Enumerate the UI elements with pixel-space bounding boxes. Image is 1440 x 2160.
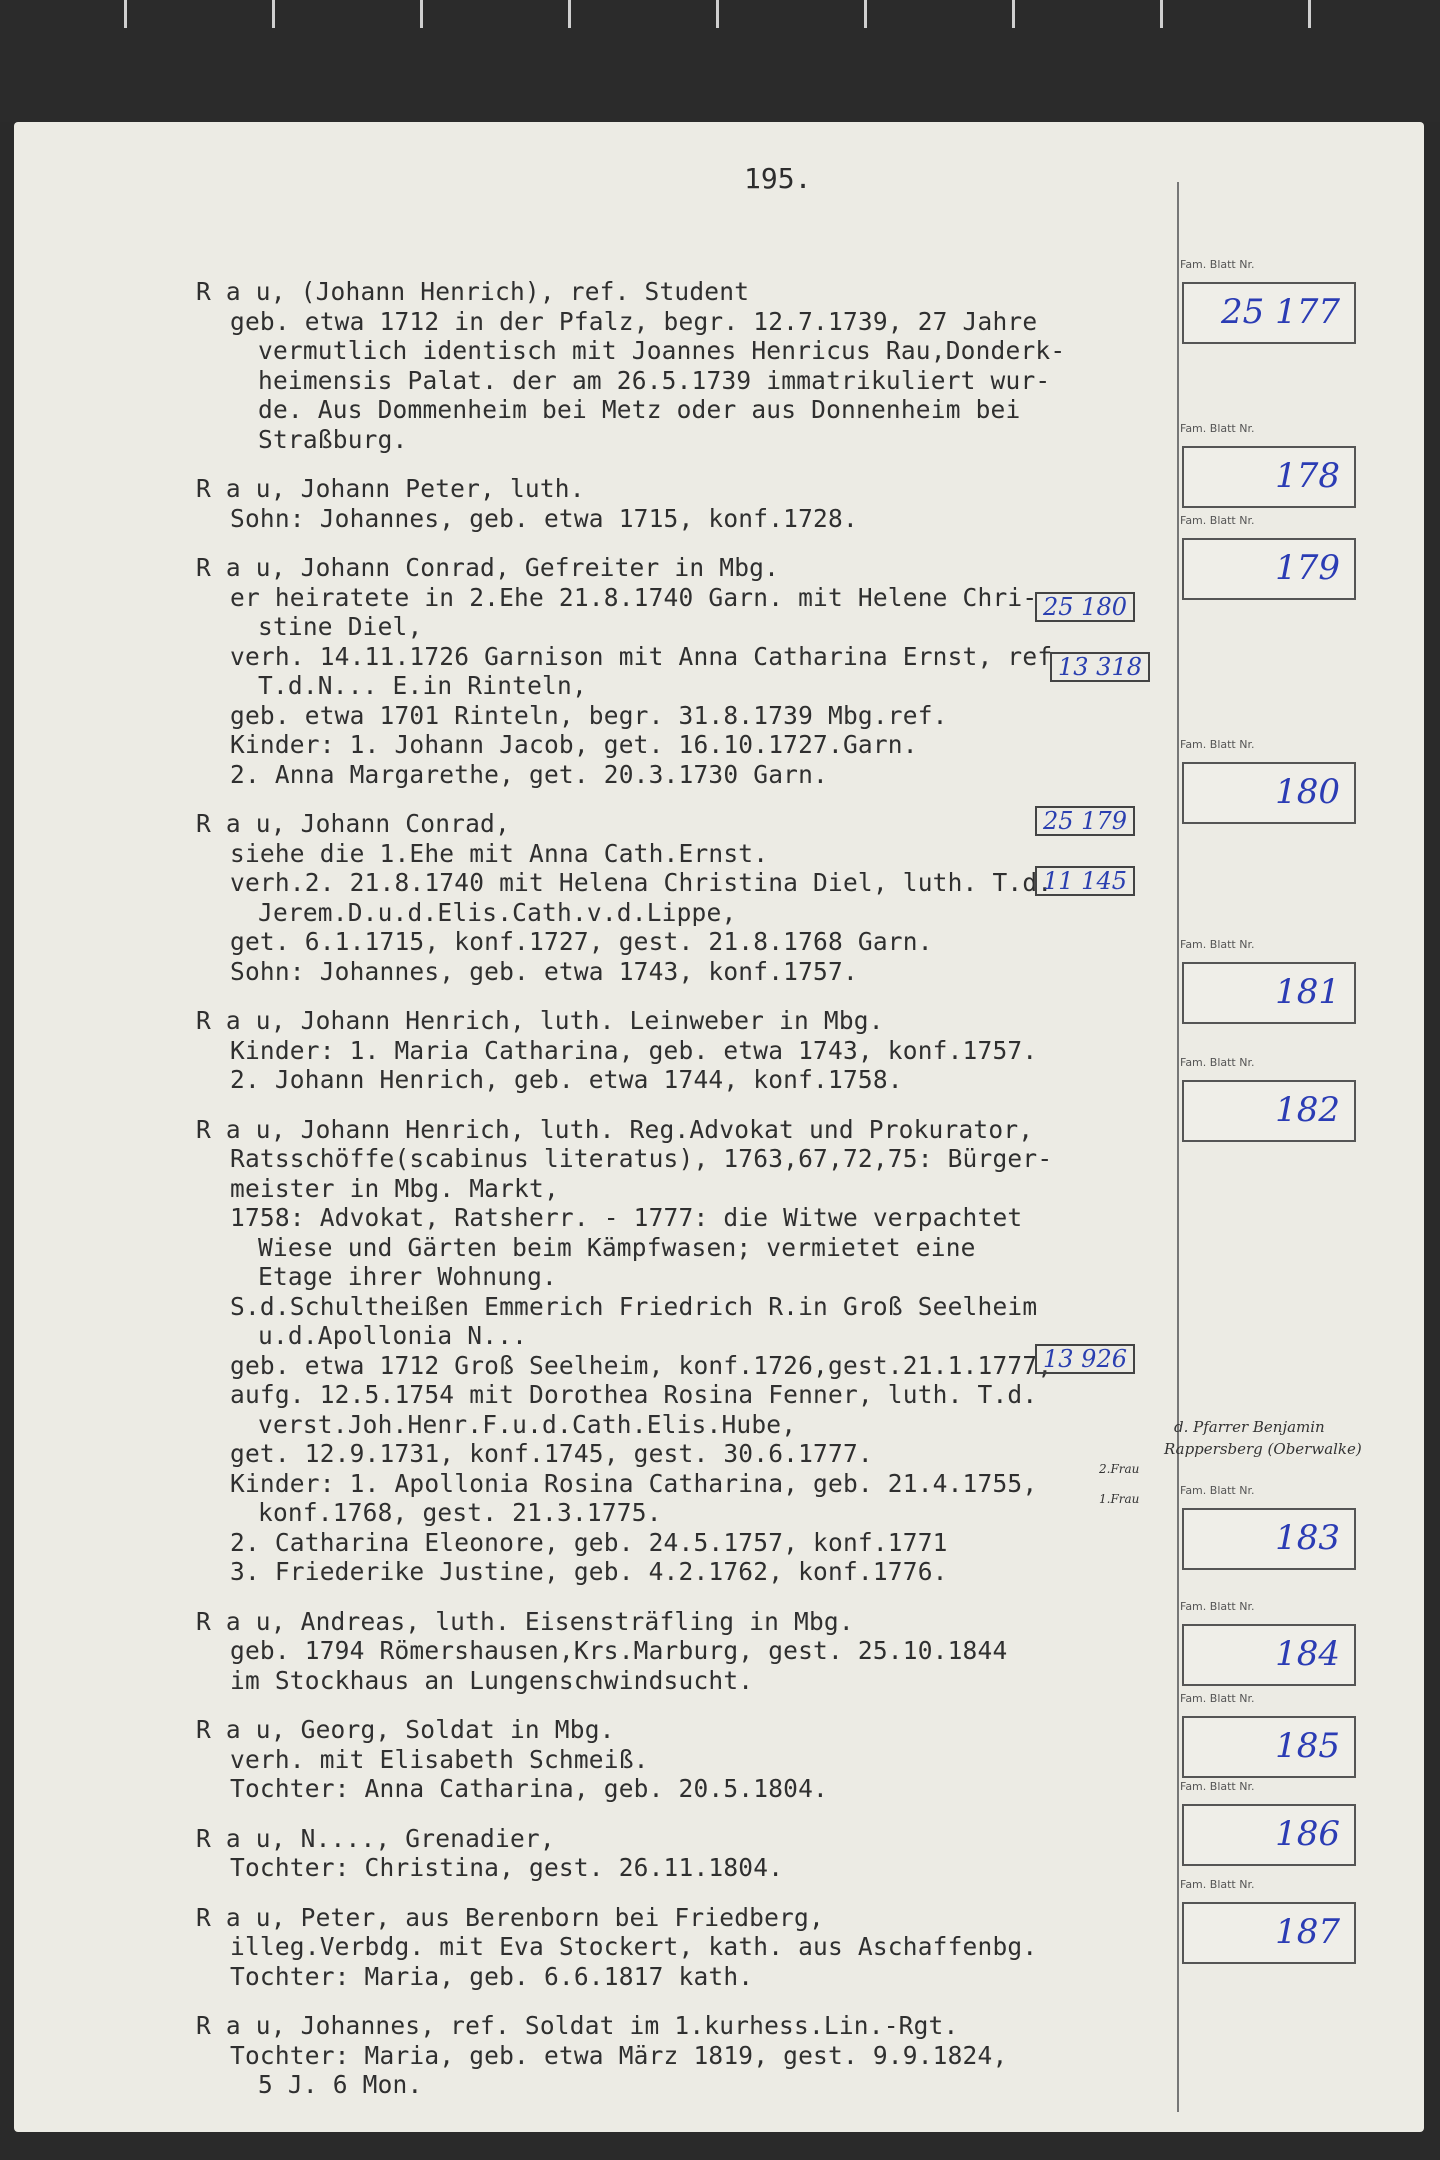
entry-line: Kinder: 1. Apollonia Rosina Catharina, geb. 21.4.1755, [230, 1468, 1038, 1498]
entry-list [196, 277, 1181, 2120]
entry-heading: R a u, Johannes, ref. Soldat im 1.kurhess.Lin.-Rgt. [196, 2011, 959, 2040]
entry-line: Ratsschöffe(scabinus literatus), 1763,67,72,75: Bürger- [230, 1144, 1053, 1173]
genealogy-entry [196, 809, 1181, 986]
entry-line: verh. mit Elisabeth Schmeiß. [230, 1744, 649, 1774]
entry-line: Sohn: Johannes, geb. etwa 1743, konf.1757. [230, 956, 858, 986]
entry-heading: R a u, N...., Grenadier, [196, 1823, 555, 1853]
entry-line: Kinder: 1. Johann Jacob, get. 16.10.1727.Garn. [230, 730, 918, 759]
scale-tick [716, 0, 719, 28]
scale-tick [1308, 0, 1311, 28]
genealogy-entry [196, 1006, 1181, 1095]
farm-box [1182, 1508, 1356, 1570]
farm-label: Fam. Blatt Nr. [1180, 1484, 1255, 1497]
farm-label: Fam. Blatt Nr. [1180, 258, 1255, 271]
farm-number: 180 [1275, 772, 1340, 812]
genealogy-entry [196, 1903, 1181, 1992]
entry-line: geb. etwa 1712 Groß Seelheim, konf.1726,gest.21.1.1777, [230, 1350, 1053, 1380]
entry-line: Wiese und Gärten beim Kämpfwasen; vermietet eine [258, 1232, 976, 1262]
entry-line: S.d.Schultheißen Emmerich Friedrich R.in Groß Seelheim [230, 1291, 1038, 1321]
farm-label: Fam. Blatt Nr. [1180, 1692, 1255, 1705]
entry-line: get. 12.9.1731, konf.1745, gest. 30.6.1777. [230, 1439, 873, 1468]
entry-line: verh. 14.11.1726 Garnison mit Anna Catharina Ernst, ref [230, 641, 1053, 671]
entry-line: verst.Joh.Henr.F.u.d.Cath.Elis.Hube, [258, 1409, 797, 1439]
farm-number: 183 [1275, 1518, 1340, 1558]
entry-line: T.d.N... E.in Rinteln, [258, 671, 587, 700]
document-page [14, 122, 1424, 2132]
genealogy-entry [196, 553, 1181, 789]
handwritten-note: 1.Frau [1099, 1492, 1140, 1506]
entry-line: stine Diel, [258, 612, 423, 641]
entry-line: Etage ihrer Wohnung. [258, 1262, 558, 1291]
entry-line: siehe die 1.Ehe mit Anna Cath.Ernst. [230, 838, 769, 868]
entry-line: Sohn: Johannes, geb. etwa 1715, konf.1728. [230, 503, 858, 533]
ref-box: 25 179 [1035, 806, 1135, 836]
entry-line: verh.2. 21.8.1740 mit Helena Christina Diel, luth. T.d. [230, 868, 1053, 897]
farm-label: Fam. Blatt Nr. [1180, 738, 1255, 751]
farm-box [1182, 446, 1356, 508]
entry-line: 2. Catharina Eleonore, geb. 24.5.1757, konf.1771 [230, 1527, 948, 1557]
farm-box [1182, 282, 1356, 344]
entry-line: 5 J. 6 Mon. [258, 2070, 423, 2099]
entry-line: aufg. 12.5.1754 mit Dorothea Rosina Fenner, luth. T.d. [230, 1380, 1038, 1409]
farm-label: Fam. Blatt Nr. [1180, 514, 1255, 527]
entry-heading: R a u, Johann Conrad, Gefreiter in Mbg. [196, 553, 780, 582]
handwritten-note: d. Pfarrer Benjamin [1174, 1418, 1325, 1436]
genealogy-entry [196, 1824, 1181, 1883]
handwritten-note: 2.Frau [1099, 1462, 1140, 1476]
farm-number: 184 [1275, 1634, 1340, 1674]
ref-box: 25 180 [1035, 592, 1135, 622]
farm-number: 178 [1275, 456, 1340, 496]
entry-line: Tochter: Anna Catharina, geb. 20.5.1804. [230, 1774, 829, 1803]
entry-line: heimensis Palat. der am 26.5.1739 immatrikuliert wur- [258, 365, 1051, 395]
farm-number: 25 177 [1221, 292, 1340, 332]
scale-tick [568, 0, 571, 28]
genealogy-entry [196, 1115, 1181, 1587]
farm-label: Fam. Blatt Nr. [1180, 1780, 1255, 1793]
scale-tick [272, 0, 275, 28]
scanner-top-strip [0, 0, 1440, 122]
farm-number: 187 [1275, 1912, 1340, 1952]
scale-tick [1012, 0, 1015, 28]
entry-line: get. 6.1.1715, konf.1727, gest. 21.8.1768 Garn. [230, 927, 933, 956]
entry-heading: R a u, Peter, aus Berenborn bei Friedberg, [196, 1902, 824, 1932]
scale-tick [1160, 0, 1163, 28]
farm-label: Fam. Blatt Nr. [1180, 1056, 1255, 1069]
entry-line: 2. Johann Henrich, geb. etwa 1744, konf.1758. [230, 1065, 903, 1094]
farm-box [1182, 1804, 1356, 1866]
entry-line: Tochter: Maria, geb. etwa März 1819, gest. 9.9.1824, [230, 2040, 1008, 2070]
farm-number: 179 [1275, 548, 1340, 588]
farm-label: Fam. Blatt Nr. [1180, 422, 1255, 435]
genealogy-entry [196, 2011, 1181, 2100]
genealogy-entry [196, 1715, 1181, 1804]
handwritten-note: Rappersberg (Oberwalke) [1164, 1440, 1362, 1458]
farm-box [1182, 538, 1356, 600]
entry-line: meister in Mbg. Markt, [230, 1173, 559, 1203]
farm-number: 182 [1275, 1090, 1340, 1130]
genealogy-entry [196, 1607, 1181, 1696]
farm-number: 181 [1275, 972, 1340, 1012]
entry-heading: R a u, Johann Henrich, luth. Reg.Advokat und Prokurator, [196, 1114, 1034, 1144]
farm-box [1182, 962, 1356, 1024]
entry-heading: R a u, Andreas, luth. Eisensträfling in Mbg. [196, 1606, 854, 1636]
farm-box [1182, 1902, 1356, 1964]
farm-box [1182, 762, 1356, 824]
farm-box [1182, 1080, 1356, 1142]
entry-line: vermutlich identisch mit Joannes Henricus Rau,Donderk- [258, 336, 1066, 365]
entry-line: Kinder: 1. Maria Catharina, geb. etwa 1743, konf.1757. [230, 1035, 1038, 1065]
farm-number: 185 [1275, 1726, 1340, 1766]
entry-line: 1758: Advokat, Ratsherr. - 1777: die Witwe verpachtet [230, 1203, 1023, 1232]
scale-tick [864, 0, 867, 28]
entry-line: im Stockhaus an Lungenschwindsucht. [230, 1665, 754, 1695]
entry-line: de. Aus Dommenheim bei Metz oder aus Donnenheim bei [258, 395, 1021, 424]
scale-tick [420, 0, 423, 28]
entry-heading: R a u, Georg, Soldat in Mbg. [196, 1715, 615, 1744]
farm-label: Fam. Blatt Nr. [1180, 1600, 1255, 1613]
ref-box: 11 145 [1035, 866, 1135, 896]
page-number: 195. [744, 162, 812, 195]
genealogy-entry [196, 474, 1181, 533]
entry-line: geb. etwa 1701 Rinteln, begr. 31.8.1739 Mbg.ref. [230, 700, 948, 730]
entry-line: Straßburg. [258, 424, 408, 454]
entry-line: 3. Friederike Justine, geb. 4.2.1762, konf.1776. [230, 1557, 948, 1586]
entry-line: er heiratete in 2.Ehe 21.8.1740 Garn. mit Helene Chri- [230, 582, 1038, 612]
farm-label: Fam. Blatt Nr. [1180, 938, 1255, 951]
entry-heading: R a u, Johann Conrad, [196, 809, 510, 838]
scale-tick [124, 0, 127, 28]
entry-line: illeg.Verbdg. mit Eva Stockert, kath. aus Aschaffenbg. [230, 1932, 1038, 1961]
farm-box [1182, 1624, 1356, 1686]
entry-heading: R a u, Johann Peter, luth. [196, 474, 585, 503]
entry-heading: R a u, (Johann Henrich), ref. Student [196, 277, 750, 306]
entry-line: Tochter: Maria, geb. 6.6.1817 kath. [230, 1961, 754, 1991]
entry-line: Tochter: Christina, gest. 26.11.1804. [230, 1853, 784, 1882]
ref-box: 13 926 [1035, 1344, 1135, 1374]
genealogy-entry [196, 277, 1181, 454]
entry-line: konf.1768, gest. 21.3.1775. [258, 1498, 662, 1527]
entry-heading: R a u, Johann Henrich, luth. Leinweber in Mbg. [196, 1006, 884, 1035]
farm-number: 186 [1275, 1814, 1340, 1854]
entry-line: u.d.Apollonia N... [258, 1321, 528, 1350]
entry-line: Jerem.D.u.d.Elis.Cath.v.d.Lippe, [258, 897, 737, 927]
entry-line: geb. etwa 1712 in der Pfalz, begr. 12.7.1739, 27 Jahre [230, 306, 1038, 336]
farm-box [1182, 1716, 1356, 1778]
entry-line: geb. 1794 Römershausen,Krs.Marburg, gest. 25.10.1844 [230, 1636, 1008, 1665]
entry-line: 2. Anna Margarethe, get. 20.3.1730 Garn. [230, 759, 829, 789]
farm-label: Fam. Blatt Nr. [1180, 1878, 1255, 1891]
ref-box: 13 318 [1050, 652, 1150, 682]
